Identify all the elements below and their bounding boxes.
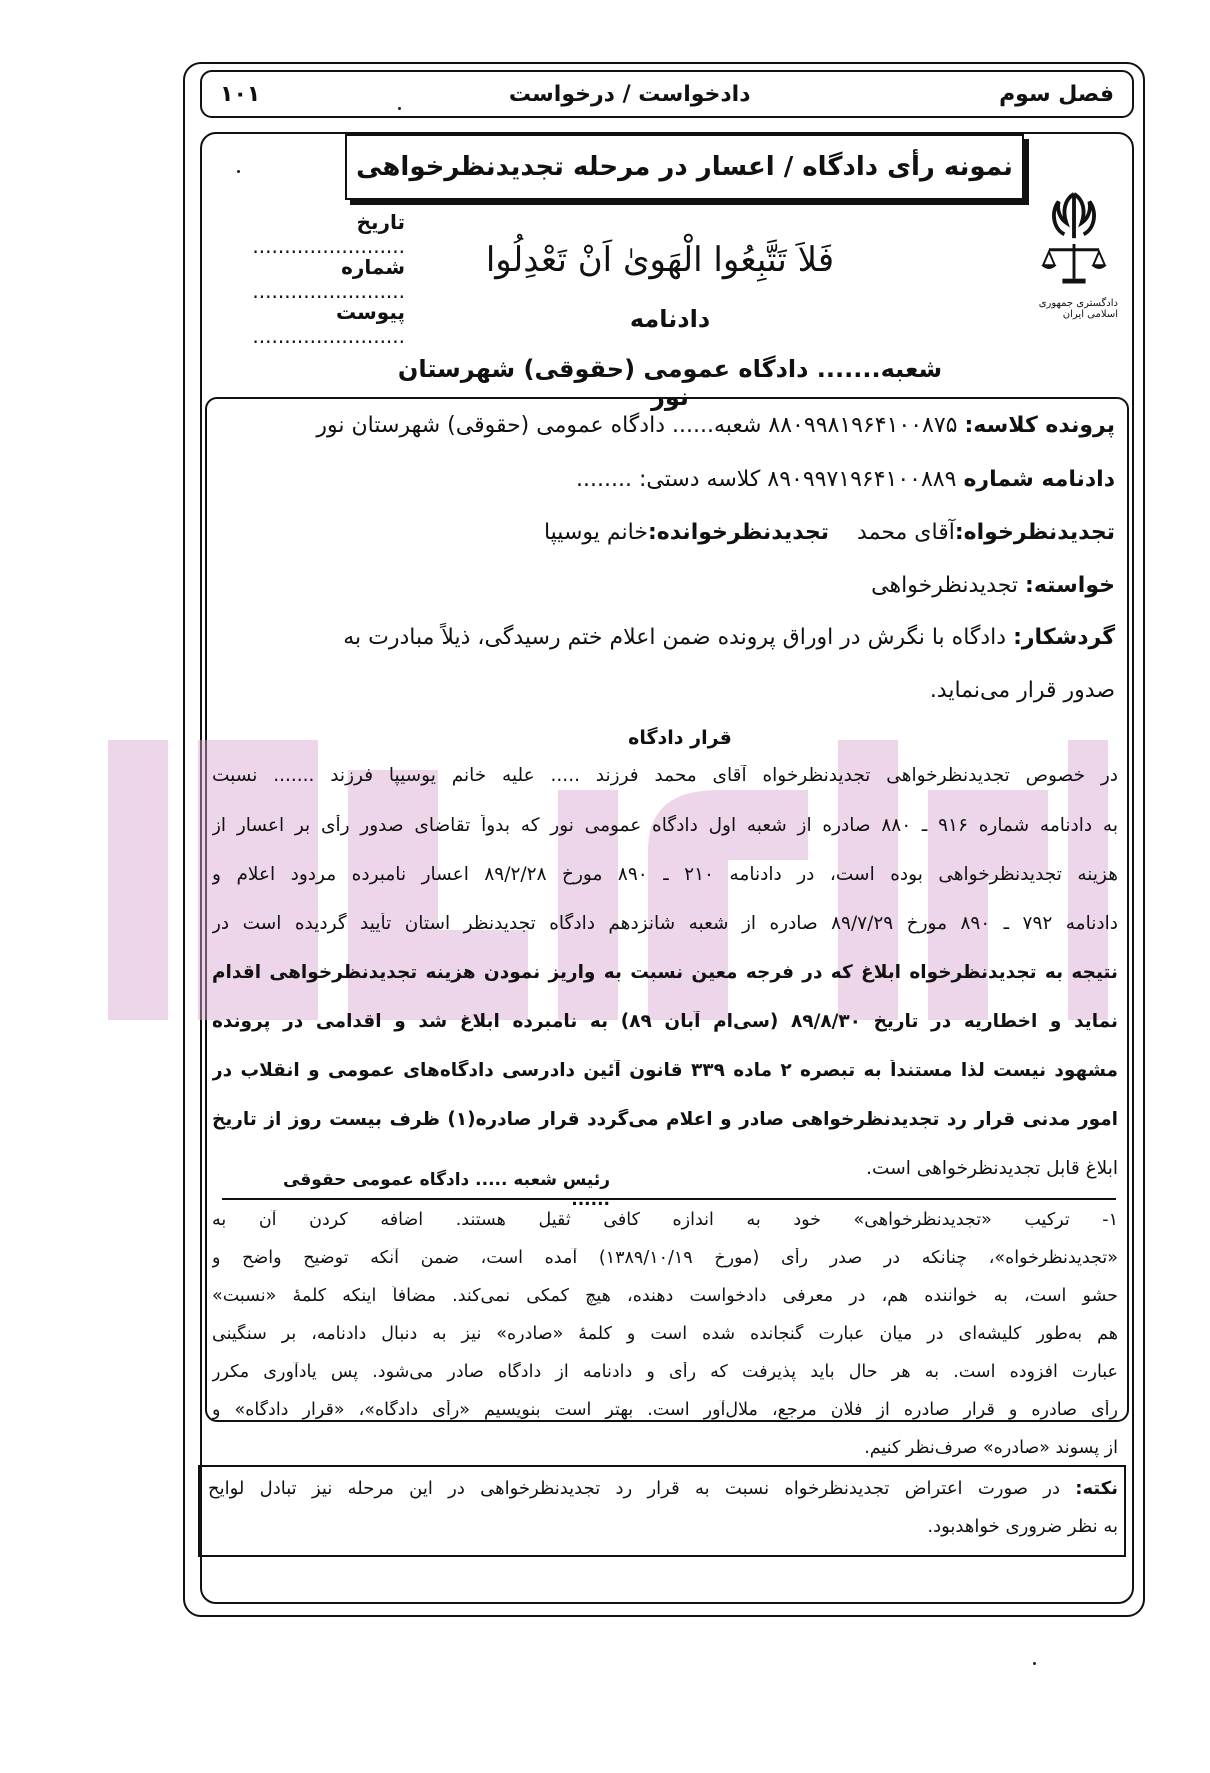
- decision-title: قرار دادگاه: [628, 727, 732, 749]
- scan-speck: [398, 107, 401, 110]
- decision-line: نماید و اخطاریه در تاریخ ۸۹/۸/۳۰ (سی‌ام آبان ۸۹) به نامبرده ابلاغ شد و اقدامی در پرونده: [212, 1011, 1118, 1032]
- footnote-line: رأی صادره و قرار صادره از فلان مرجع، ملال‌آور است. بهتر است بنویسیم «رأی دادگاه»، «قرار دادگاه» و: [212, 1400, 1118, 1420]
- reporter-line-1: [343, 625, 1115, 650]
- request-line: [871, 573, 1115, 598]
- attachment-field: [205, 300, 405, 348]
- date-field: [205, 210, 405, 258]
- attachment-dots: ........................: [252, 324, 405, 348]
- file-number-line: [316, 413, 1115, 438]
- appellant-label: تجدیدنظرخواه:: [954, 520, 1115, 545]
- judgment-number-line: [576, 467, 1115, 492]
- quran-verse: فَلاَ تَتَّبِعُوا الْهَوىٰ اَنْ تَعْدِلُوا: [485, 240, 835, 280]
- date-dots: ........................: [252, 234, 405, 258]
- respondent-value: خانم یوسیپا: [543, 520, 648, 545]
- decision-line: به دادنامه شماره ۹۱۶ ـ ۸۸۰ صادره از شعبه اول دادگاه عمومی نور که بدواً تقاضای صدور رأی بر اعسار از: [212, 815, 1118, 836]
- number-label: شماره: [341, 255, 405, 279]
- file-text: ۸۸۰۹۹۸۱۹۶۴۱۰۰۸۷۵ شعبه...... دادگاه عمومی (حقوقی) شهرستان نور: [316, 413, 958, 438]
- footnote-line: عبارت افزوده است. به هر حال باید پذیرفت که رأی و دادنامه از دادگاه صادر می‌شود. پس یادآوری مکرر: [212, 1362, 1118, 1382]
- number-dots: ........................: [252, 279, 405, 303]
- decision-line: نتیجه به تجدیدنظرخواه ابلاغ که در فرجه معین نسبت به واریز نمودن هزینه تجدیدنظرخواهی اقدام: [212, 962, 1118, 983]
- number-field: [205, 255, 405, 303]
- decision-line: هزینه تجدیدنظرخواهی بوده است، در دادنامه ۲۱۰ ـ ۸۹۰ مورخ ۸۹/۲/۲۸ اعسار نامبرده مردود اعلام و: [212, 864, 1118, 885]
- file-label: پرونده کلاسه:: [964, 413, 1115, 438]
- decision-line: دادنامه ۷۹۲ ـ ۸۹۰ مورخ ۸۹/۷/۲۹ صادره از شعبه شانزدهم دادگاه تجدیدنظر استان تأیید گردیده است در: [212, 913, 1118, 934]
- parties-line: [544, 520, 1115, 545]
- page-title: نمونه رأی دادگاه / اعسار در مرحله تجدیدنظرخواهی: [345, 134, 1024, 200]
- footnote-line: از پسوند «صادره» صرف‌نظر کنیم.: [864, 1438, 1118, 1458]
- footnote-line: ۱- ترکیب «تجدیدنظرخواهی» خود به اندازه کافی ثقیل هستند. اضافه کردن آن به: [212, 1210, 1118, 1230]
- decision-line: امور مدنی قرار رد تجدیدنظرخواهی صادر و اعلام می‌گردد قرار صادره(۱) ظرف بیست روز از تاریخ: [212, 1109, 1118, 1130]
- appellant-value: آقای محمد: [857, 520, 955, 545]
- section-label: دادخواست / درخواست: [508, 81, 751, 107]
- reporter-line-2: صدور قرار می‌نماید.: [929, 678, 1115, 703]
- note-text-1: در صورت اعتراض تجدیدنظرخواه نسبت به قرار رد تجدیدنظرخواهی در این مرحله نیز تبادل لوایح: [208, 1478, 1061, 1499]
- footnote-line: «تجدیدنظرخواه»، چنانکه در صدر رأی (مورخ ۱۳۸۹/۱۰/۱۹) آمده است، ضمن آنکه توضیح واضح و: [212, 1248, 1118, 1268]
- running-header: [200, 70, 1134, 118]
- court-branch-line: شعبه....... دادگاه عمومی (حقوقی) شهرستان نور: [397, 355, 943, 411]
- court-signer: رئیس شعبه ..... دادگاه عمومی حقوقی ......: [282, 1170, 610, 1210]
- emblem-caption: دادگستری جمهوری اسلامی ایران: [1038, 298, 1118, 320]
- case-box: [205, 397, 1129, 1422]
- note-line-1: [208, 1478, 1118, 1499]
- reporter-text-1: دادگاه با نگرش در اوراق پرونده ضمن اعلام ختم رسیدگی، ذیلاً مبادرت به: [343, 625, 1007, 650]
- chapter-label: فصل سوم: [999, 81, 1114, 107]
- judiciary-emblem: [1030, 190, 1118, 320]
- scan-speck: [1033, 1662, 1036, 1665]
- scan-speck: [237, 170, 240, 173]
- note-line-2: به نظر ضروری خواهدبود.: [927, 1516, 1118, 1537]
- footnote-line: حشو است، به خواننده هم، در معرفی دادخواست دهنده، هیچ کمکی نمی‌کند. مضافاً اینکه کلمهٔ «نسبت»: [212, 1286, 1118, 1306]
- judgment-label: دادنامه شماره: [963, 467, 1115, 492]
- reporter-label: گردشکار:: [1013, 625, 1115, 650]
- decision-line: در خصوص تجدیدنظرخواهی تجدیدنظرخواه آقای محمد فرزند ..... علیه خانم یوسیپا فرزند ....... نسبت: [212, 765, 1118, 786]
- document-type: دادنامه: [629, 305, 711, 333]
- note-label: نکته:: [1075, 1478, 1118, 1499]
- judgment-text: ۸۹۰۹۹۷۱۹۶۴۱۰۰۸۸۹ کلاسه دستی: ........: [576, 467, 957, 492]
- date-label: تاریخ: [356, 210, 405, 234]
- respondent-label: تجدیدنظرخوانده:: [647, 520, 830, 545]
- attachment-label: پیوست: [335, 300, 405, 324]
- judiciary-emblem-icon: [1034, 190, 1114, 296]
- decision-line: ابلاغ قابل تجدیدنظرخواهی است.: [866, 1158, 1118, 1179]
- page-number: ۱۰۱: [220, 81, 261, 107]
- footnote-line: هم به‌طور کلیشه‌ای در میان عبارت گنجانده شده است و کلمهٔ «صادره» نیز به دنبال دادنامه، بر سنگینی: [212, 1324, 1118, 1344]
- decision-line: مشهود نیست لذا مستنداً به تبصره ۲ ماده ۳۳۹ قانون آئین دادرسی دادگاه‌های عمومی و انقلاب در: [212, 1060, 1118, 1081]
- request-value: تجدیدنظرخواهی: [871, 573, 1019, 598]
- footnote-rule: [222, 1198, 1116, 1200]
- request-label: خواسته:: [1025, 573, 1115, 598]
